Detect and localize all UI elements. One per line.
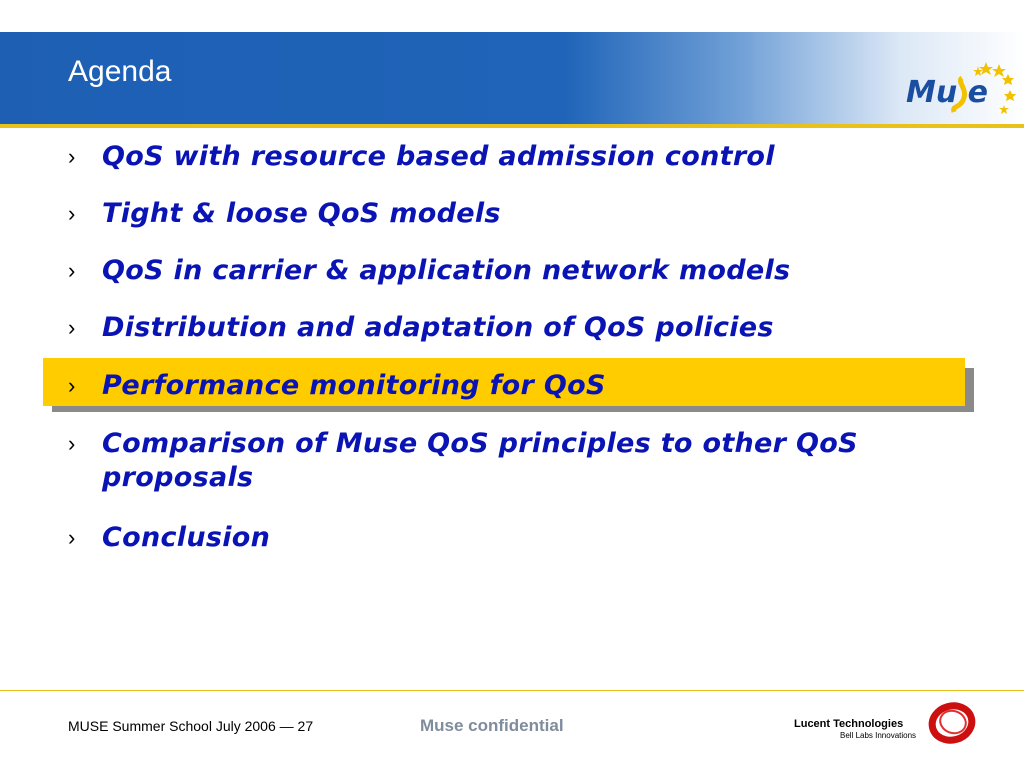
agenda-item bbox=[68, 140, 968, 174]
bullet-icon: › bbox=[68, 315, 76, 340]
agenda-item-text: Tight & loose QoS models bbox=[102, 198, 501, 229]
lucent-ring-icon bbox=[926, 700, 978, 746]
bullet-icon: › bbox=[68, 525, 76, 550]
bullet-icon: › bbox=[68, 431, 76, 456]
footer-divider bbox=[0, 690, 1024, 691]
agenda-item bbox=[68, 311, 968, 345]
agenda-item-highlighted bbox=[68, 369, 968, 403]
agenda-item-text: Comparison of Muse QoS principles to other QoS proposals bbox=[102, 428, 858, 493]
agenda-item bbox=[68, 254, 968, 288]
logo-text: Mu e bbox=[906, 75, 989, 110]
agenda-item-text: Distribution and adaptation of QoS policies bbox=[102, 312, 774, 343]
agenda-item bbox=[68, 427, 968, 495]
bullet-icon: › bbox=[68, 201, 76, 226]
agenda-item-text: QoS with resource based admission control bbox=[102, 141, 775, 172]
bullet-icon: › bbox=[68, 258, 76, 283]
header-divider bbox=[0, 124, 1024, 128]
agenda-item-text: Conclusion bbox=[102, 522, 271, 553]
agenda-item bbox=[68, 197, 968, 231]
footer-confidential: Muse confidential bbox=[420, 716, 564, 735]
bullet-icon: › bbox=[68, 144, 76, 169]
footer-event: MUSE Summer School July 2006 — 27 bbox=[68, 718, 314, 734]
lucent-name: Lucent Technologies bbox=[794, 718, 904, 730]
muse-logo-icon bbox=[900, 52, 1020, 122]
agenda-item-text: QoS in carrier & application network models bbox=[102, 255, 791, 286]
lucent-subtitle: Bell Labs Innovations bbox=[840, 731, 917, 740]
agenda-item bbox=[68, 521, 968, 555]
top-margin bbox=[0, 0, 1024, 32]
agenda-item-text: Performance monitoring for QoS bbox=[102, 370, 606, 401]
lucent-logo bbox=[794, 700, 1004, 748]
slide-title: Agenda bbox=[68, 55, 172, 88]
bullet-icon: › bbox=[68, 373, 76, 398]
